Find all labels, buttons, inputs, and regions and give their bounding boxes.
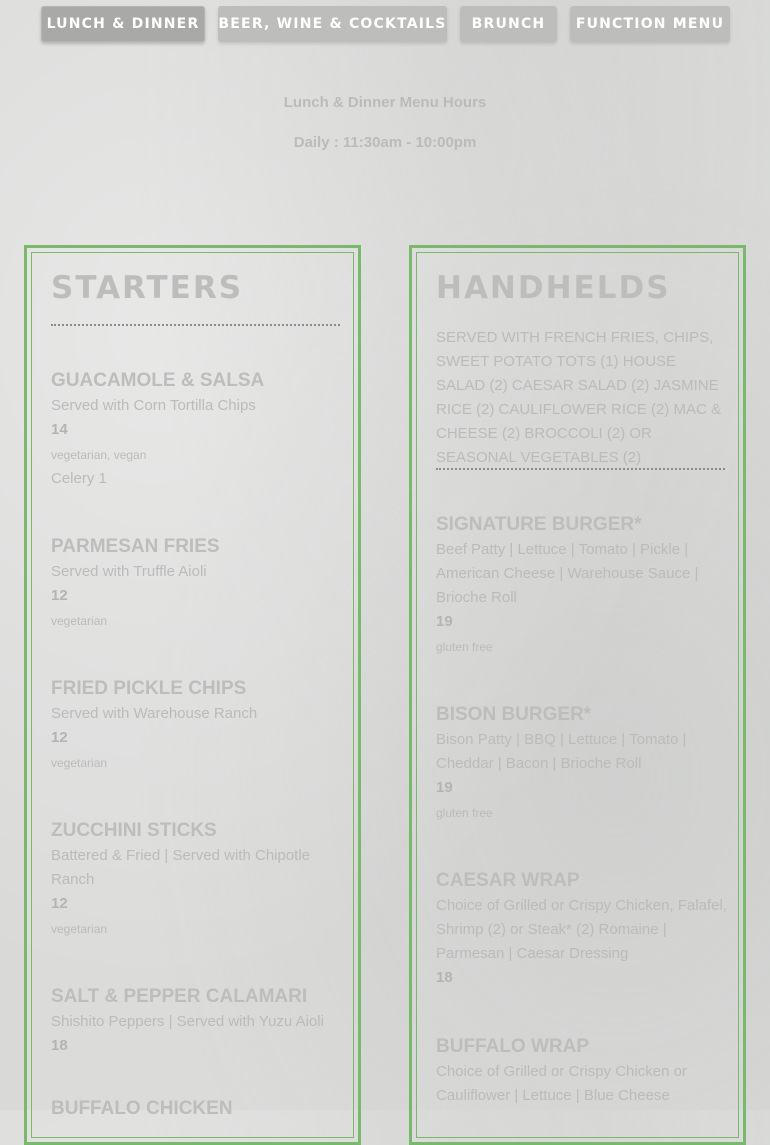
menu-item-name: FRIED PICKLE CHIPS bbox=[51, 678, 247, 699]
menu-item-name: BUFFALO CHICKEN bbox=[51, 1098, 233, 1119]
menu-item bbox=[51, 1096, 343, 1122]
menu-item-description: Choice of Grilled or Crispy Chicken or Cauliflower | Lettuce | Blue Cheese bbox=[436, 1063, 687, 1104]
section-divider bbox=[436, 468, 725, 470]
menu-item-name: SALT & PEPPER CALAMARI bbox=[51, 986, 308, 1007]
section-divider bbox=[51, 324, 340, 326]
menu-item-description: Bison Patty | BBQ | Lettuce | Tomato | Cheddar | Bacon | Brioche Roll bbox=[436, 731, 687, 772]
menu-item-dietary-tags: vegetarian, vegan bbox=[51, 448, 147, 462]
tab-lunch-dinner[interactable]: LUNCH & DINNER bbox=[41, 6, 205, 42]
menu-item-name: PARMESAN FRIES bbox=[51, 536, 220, 557]
menu-item-description: Beef Patty | Lettuce | Tomato | Pickle | American Cheese | Warehouse Sauce | Brioche Roll bbox=[436, 541, 699, 606]
menu-item bbox=[51, 676, 343, 776]
menu-item-dietary-tags: gluten free bbox=[436, 640, 493, 654]
menu-hours-title: Lunch & Dinner Menu Hours bbox=[283, 94, 487, 111]
menu-item bbox=[436, 702, 728, 826]
menu-item-dietary-tags: vegetarian bbox=[51, 922, 108, 936]
menu-item bbox=[51, 368, 343, 490]
menu-item-name: CAESAR WRAP bbox=[436, 870, 580, 891]
menu-item-price: 19 bbox=[436, 779, 453, 796]
menu-hours-time: Daily : 11:30am - 10:00pm bbox=[293, 134, 477, 151]
menu-item bbox=[436, 868, 728, 990]
menu-item-description: Served with Truffle Aioli bbox=[51, 563, 207, 580]
tab-brunch[interactable]: BRUNCH bbox=[460, 6, 557, 42]
menu-item bbox=[436, 512, 728, 660]
menu-item-price: 18 bbox=[51, 1037, 68, 1054]
menu-item-dietary-tags: gluten free bbox=[436, 806, 493, 820]
menu-item-name: SIGNATURE BURGER* bbox=[436, 514, 642, 535]
menu-item-name: ZUCCHINI STICKS bbox=[51, 820, 217, 841]
menu-item-dietary-tags: vegetarian bbox=[51, 614, 108, 628]
menu-item-price: 14 bbox=[51, 421, 68, 438]
menu-item-price: 19 bbox=[436, 613, 453, 630]
menu-item-description: Served with Warehouse Ranch bbox=[51, 705, 258, 722]
menu-item-name: GUACAMOLE & SALSA bbox=[51, 370, 265, 391]
menu-item-description: Shishito Peppers | Served with Yuzu Aioli bbox=[51, 1013, 324, 1030]
menu-item bbox=[51, 984, 343, 1058]
menu-item-price: 12 bbox=[51, 895, 68, 912]
tab-function-menu[interactable]: FUNCTION MENU bbox=[570, 6, 730, 42]
menu-item-name: BISON BURGER* bbox=[436, 704, 592, 725]
menu-item-description: Served with Corn Tortilla Chips bbox=[51, 397, 256, 414]
menu-item-addon: Celery 1 bbox=[51, 470, 107, 487]
tab-beer-wine-cocktails[interactable]: BEER, WINE & COCKTAILS bbox=[218, 6, 447, 42]
menu-item-price: 12 bbox=[51, 587, 68, 604]
menu-item-description: Battered & Fried | Served with Chipotle Ranch bbox=[51, 847, 311, 888]
section-title-starters: STARTERS bbox=[51, 270, 244, 306]
menu-item-price: 12 bbox=[51, 729, 68, 746]
menu-item-name: BUFFALO WRAP bbox=[436, 1036, 590, 1057]
menu-tabs bbox=[0, 6, 770, 46]
starters-section bbox=[24, 245, 361, 1145]
menu-item-dietary-tags: vegetarian bbox=[51, 756, 108, 770]
menu-item bbox=[436, 1034, 728, 1108]
section-title-handhelds: HANDHELDS bbox=[436, 270, 671, 306]
menu-item bbox=[51, 534, 343, 634]
menu-item-description: Choice of Grilled or Crispy Chicken, Falafel, Shrimp (2) or Steak* (2) Romaine | Parmesan | Caesar Dressing bbox=[436, 897, 727, 962]
menu-item-price: 18 bbox=[436, 969, 453, 986]
section-description: SERVED WITH FRENCH FRIES, CHIPS, SWEET POTATO TOTS (1) HOUSE SALAD (2) CAESAR SALAD (2) JASMINE RICE (2) CAULIFLOWER RICE (2) MAC & CHEESE (2) BROCCOLI (2) OR SEASONAL VEGETABLES (2) bbox=[436, 329, 722, 466]
menu-item bbox=[51, 818, 343, 942]
handhelds-section bbox=[409, 245, 746, 1145]
